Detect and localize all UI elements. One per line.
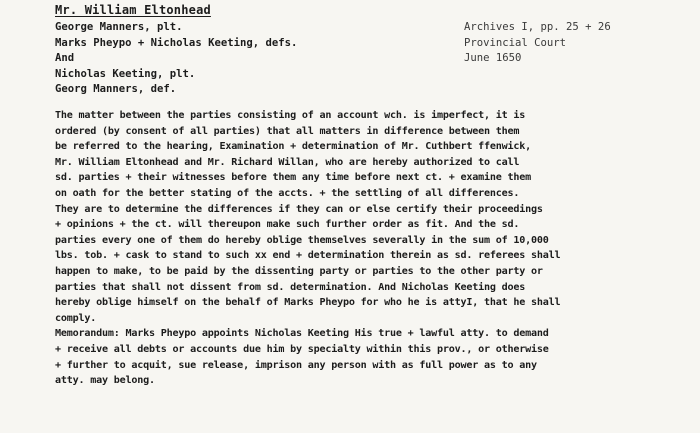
text-line: hereby oblige himself on the behalf of Marks Pheypo for who he is attyI, that he shall (55, 297, 561, 309)
memorandum-line: Memorandum: Marks Pheypo appoints Nicholas Keeting His true + lawful atty. to demand (55, 328, 549, 340)
party-line: Nicholas Keeting, plt. (55, 67, 196, 80)
reference-line: Provincial Court (464, 36, 567, 49)
reference-line: Archives I, pp. 25 + 26 (464, 21, 611, 33)
memorandum-line: atty. may belong. (55, 375, 155, 387)
text-line: comply. (55, 312, 97, 324)
text-line: ordered (by consent of all parties) that all matters in difference between them (55, 125, 520, 137)
text-line: parties every one of them do hereby oblige themselves severally in the sum of 10,000 (55, 234, 549, 246)
text-line: be referred to the hearing, Examination + determination of Mr. Cuthbert ffenwick, (55, 141, 532, 153)
text-line: + opinions + the ct. will thereupon make such further order as fit. And the sd. (55, 219, 520, 231)
party-line: And (55, 52, 75, 64)
reference-line: June 1650 (464, 52, 522, 64)
text-line: lbs. tob. + cask to stand to such xx end + determination therein as sd. referees shall (55, 250, 561, 262)
text-line: The matter between the parties consisting of an account wch. is imperfect, it is (55, 110, 526, 121)
reference-block (464, 20, 611, 67)
memorandum-line: + further to acquit, sue release, imprison any person with as full power as to any (55, 359, 537, 371)
party-line: Marks Pheypo + Nicholas Keeting, defs. (55, 36, 298, 49)
party-line: George Manners, plt. (55, 21, 183, 33)
text-line: happen to make, to be paid by the dissenting party or parties to the other party or (55, 265, 543, 277)
parties-block (55, 20, 297, 98)
text-line: parties that shall not dissent from sd. determination. And Nicholas Keeting does (55, 281, 526, 293)
text-line: Mr. William Eltonhead and Mr. Richard Willan, who are hereby authorized to call (55, 156, 520, 168)
memorandum-line: + receive all debts or accounts due him by specialty within this prov., or otherwise (55, 343, 549, 355)
text-line: sd. parties + their witnesses before them any time before next ct. + examine them (55, 172, 532, 184)
party-line: Georg Manners, def. (55, 83, 177, 95)
case-text (55, 108, 560, 389)
card-title: Mr. William Eltonhead (55, 3, 211, 17)
text-line: on oath for the better stating of the accts. + the settling of all differences. (55, 187, 520, 199)
text-line: They are to determine the differences if they can or else certify their proceedings (55, 203, 543, 215)
